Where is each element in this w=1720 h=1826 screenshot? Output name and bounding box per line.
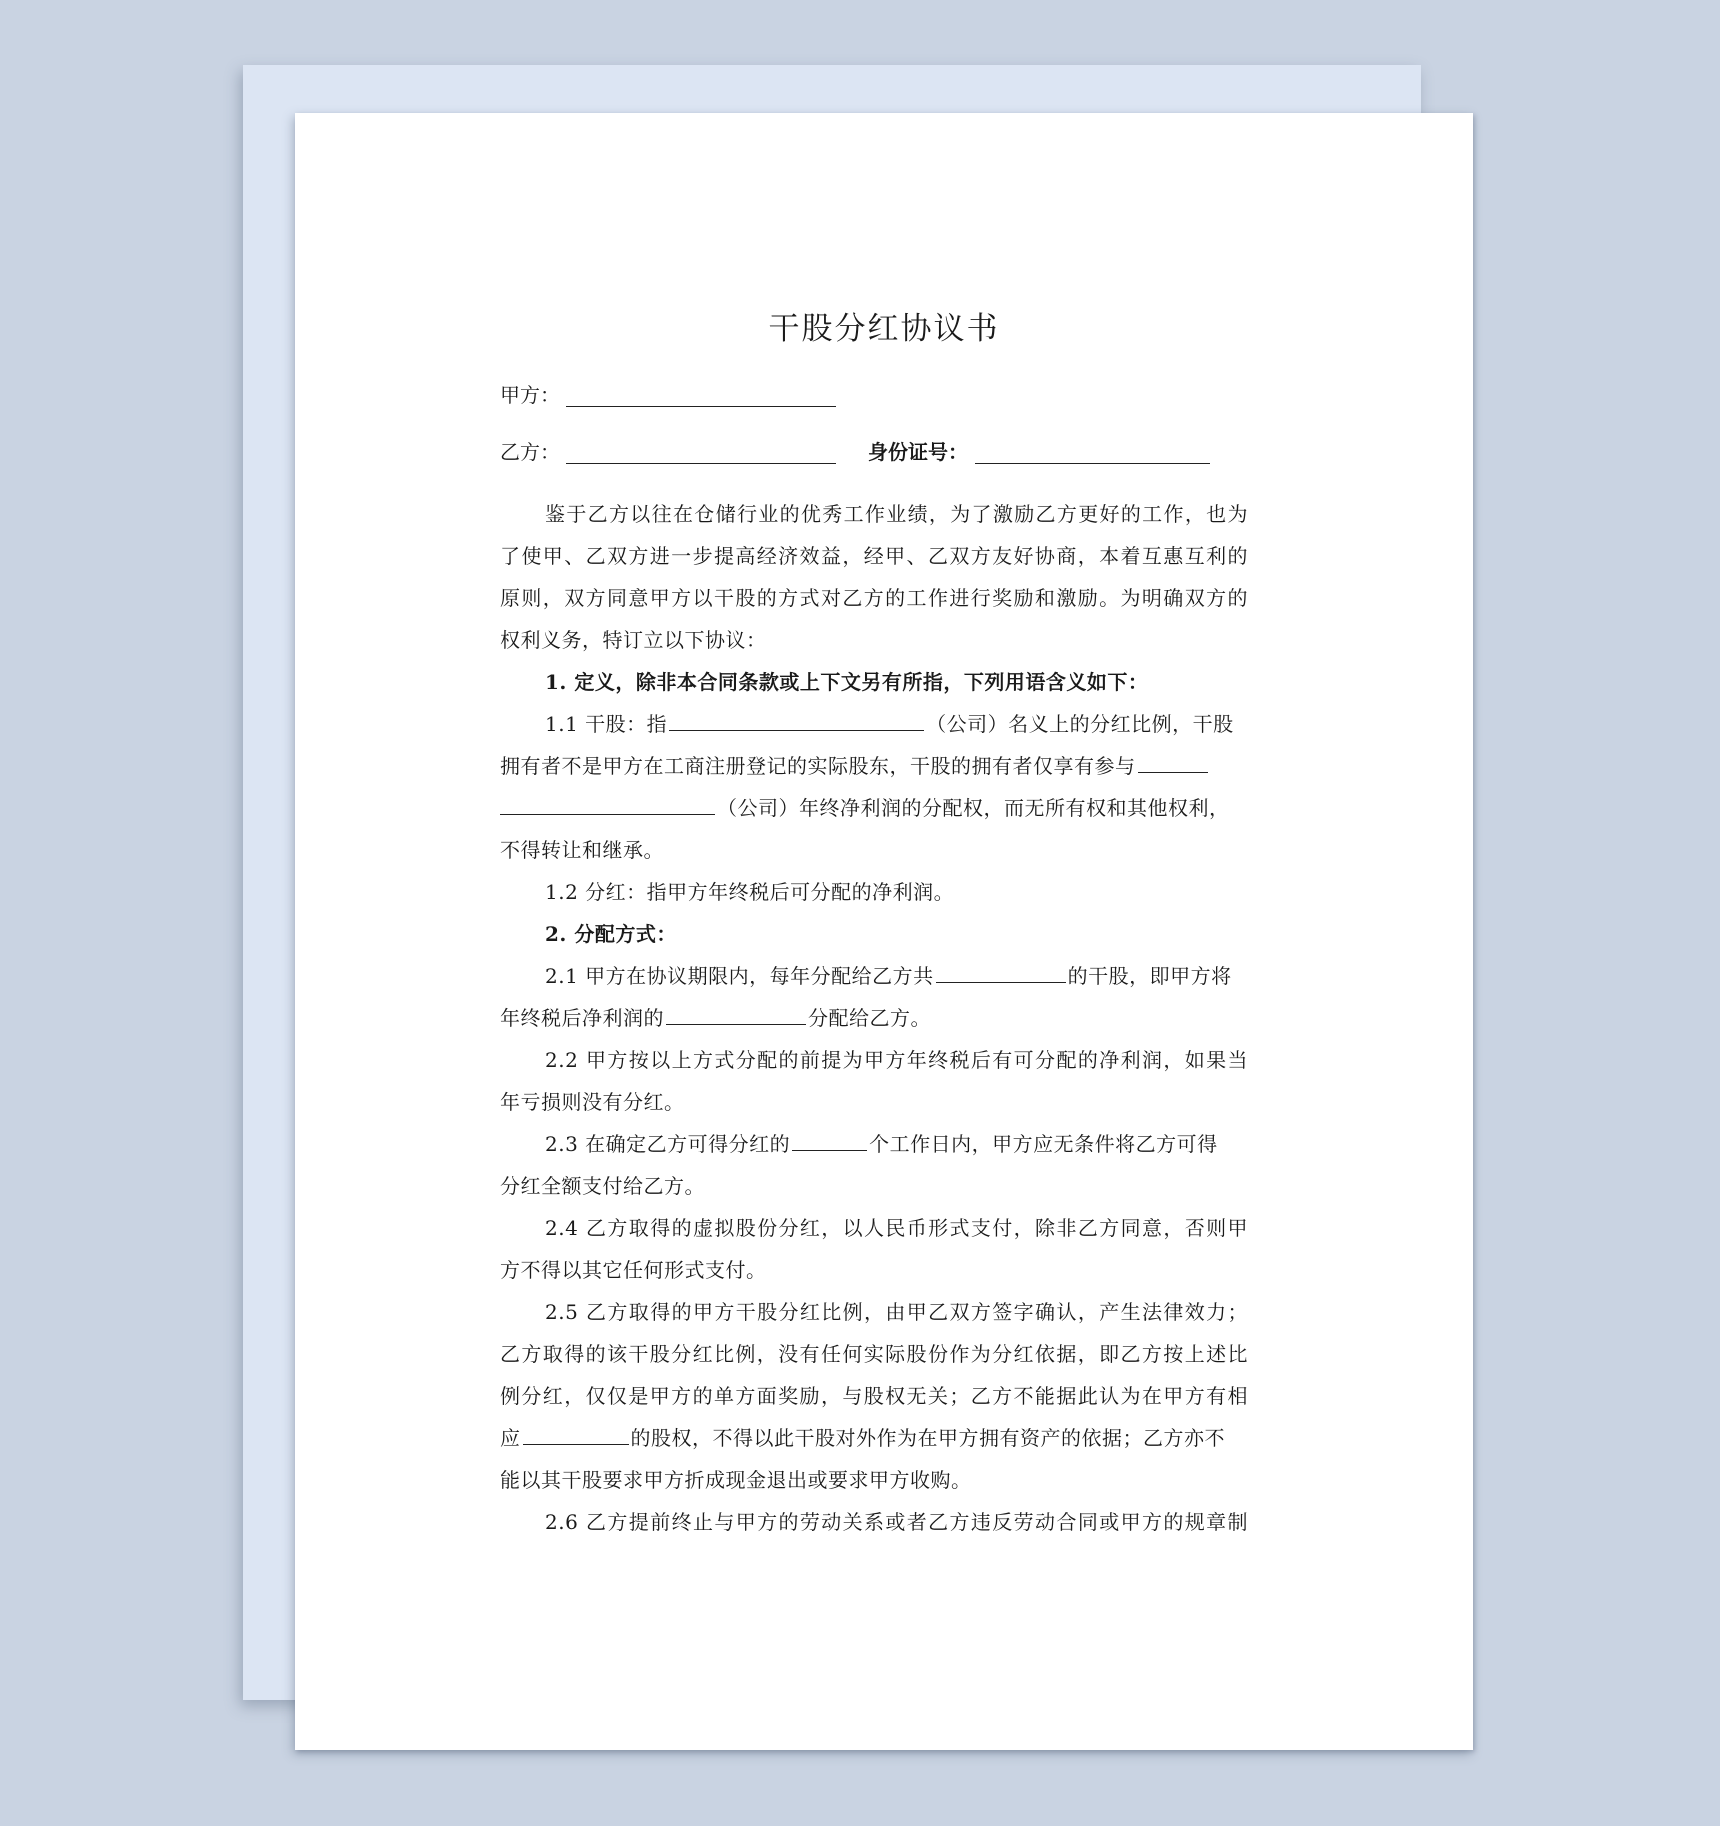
clause-2-5-line-3: 例分红，仅仅是甲方的单方面奖励，与股权无关；乙方不能据此认为在甲方有相 bbox=[500, 1384, 1248, 1408]
clause-2-1-line-2 bbox=[500, 997, 1248, 1039]
section-1-heading: 1. 定义，除非本合同条款或上下文另有所指，下列用语含义如下： bbox=[545, 670, 1149, 694]
id-number-input-line[interactable] bbox=[975, 463, 1210, 464]
clause-2-3-line-2: 分红全额支付给乙方。 bbox=[500, 1174, 705, 1198]
clause-1-1-line-4: 不得转让和继承。 bbox=[500, 838, 664, 862]
clause-1-1-line-2 bbox=[500, 745, 1248, 787]
intro-line-4: 权利义务，特订立以下协议： bbox=[500, 628, 767, 652]
clause-text: 的股权，不得以此干股对外作为在甲方拥有资产的依据；乙方亦不 bbox=[630, 1426, 1225, 1450]
company-name-blank-2b[interactable] bbox=[500, 794, 715, 815]
party-a-label: 甲方： bbox=[500, 383, 560, 407]
clause-text: （公司）年终净利润的分配权，而无所有权和其他权利， bbox=[717, 796, 1230, 820]
id-number-label: 身份证号： bbox=[868, 440, 968, 464]
clause-text: （公司）名义上的分红比例，干股 bbox=[926, 712, 1234, 736]
clause-2-3-line-1 bbox=[500, 1123, 1248, 1165]
working-days-blank[interactable] bbox=[792, 1130, 867, 1151]
intro-line-1: 鉴于乙方以往在仓储行业的优秀工作业绩，为了激励乙方更好的工作，也为 bbox=[545, 502, 1248, 526]
party-a-input-line[interactable] bbox=[566, 406, 836, 407]
document-title: 干股分红协议书 bbox=[768, 311, 1000, 347]
equity-blank[interactable] bbox=[523, 1424, 629, 1445]
party-b-label: 乙方： bbox=[500, 440, 560, 464]
clause-text: 2.3 在确定乙方可得分红的 bbox=[545, 1132, 791, 1156]
company-name-blank-2a[interactable] bbox=[1138, 752, 1208, 773]
clause-text: 年终税后净利润的 bbox=[500, 1006, 664, 1030]
clause-2-2-line-1: 2.2 甲方按以上方式分配的前提为甲方年终税后有可分配的净利润，如果当 bbox=[545, 1048, 1248, 1072]
clause-text: 应 bbox=[500, 1426, 521, 1450]
clause-2-6-line-1: 2.6 乙方提前终止与甲方的劳动关系或者乙方违反劳动合同或甲方的规章制 bbox=[545, 1510, 1248, 1534]
profit-ratio-blank[interactable] bbox=[666, 1004, 806, 1025]
clause-1-1-line-1 bbox=[500, 703, 1248, 745]
clause-2-2-line-2: 年亏损则没有分红。 bbox=[500, 1090, 685, 1114]
clause-text: 的干股，即甲方将 bbox=[1067, 964, 1232, 988]
share-ratio-blank[interactable] bbox=[936, 962, 1066, 983]
clause-2-4-line-1: 2.4 乙方取得的虚拟股份分红，以人民币形式支付，除非乙方同意，否则甲 bbox=[545, 1216, 1248, 1240]
intro-line-3: 原则，双方同意甲方以干股的方式对乙方的工作进行奖励和激励。为明确双方的 bbox=[500, 586, 1248, 610]
clause-2-5-line-5: 能以其干股要求甲方折成现金退出或要求甲方收购。 bbox=[500, 1468, 972, 1492]
clause-2-5-line-1: 2.5 乙方取得的甲方干股分红比例，由甲乙双方签字确认，产生法律效力； bbox=[545, 1300, 1248, 1324]
clause-text: 分配给乙方。 bbox=[808, 1006, 931, 1030]
document-page bbox=[295, 113, 1473, 1750]
clause-1-1-line-3 bbox=[500, 787, 1248, 829]
clause-text: 2.1 甲方在协议期限内，每年分配给乙方共 bbox=[545, 964, 934, 988]
clause-text: 1.1 干股：指 bbox=[545, 712, 668, 736]
clause-2-4-line-2: 方不得以其它任何形式支付。 bbox=[500, 1258, 767, 1282]
intro-line-2: 了使甲、乙双方进一步提高经济效益，经甲、乙双方友好协商，本着互惠互利的 bbox=[500, 544, 1248, 568]
clause-text: 拥有者不是甲方在工商注册登记的实际股东，干股的拥有者仅享有参与 bbox=[500, 754, 1136, 778]
clause-2-5-line-4 bbox=[500, 1417, 1248, 1459]
clause-text: 个工作日内，甲方应无条件将乙方可得 bbox=[869, 1132, 1218, 1156]
section-2-heading: 2. 分配方式： bbox=[545, 922, 677, 946]
company-name-blank[interactable] bbox=[669, 710, 924, 731]
clause-1-2: 1.2 分红：指甲方年终税后可分配的净利润。 bbox=[545, 880, 955, 904]
party-b-input-line[interactable] bbox=[566, 463, 836, 464]
clause-2-1-line-1 bbox=[500, 955, 1248, 997]
clause-2-5-line-2: 乙方取得的该干股分红比例，没有任何实际股份作为分红依据，即乙方按上述比 bbox=[500, 1342, 1248, 1366]
